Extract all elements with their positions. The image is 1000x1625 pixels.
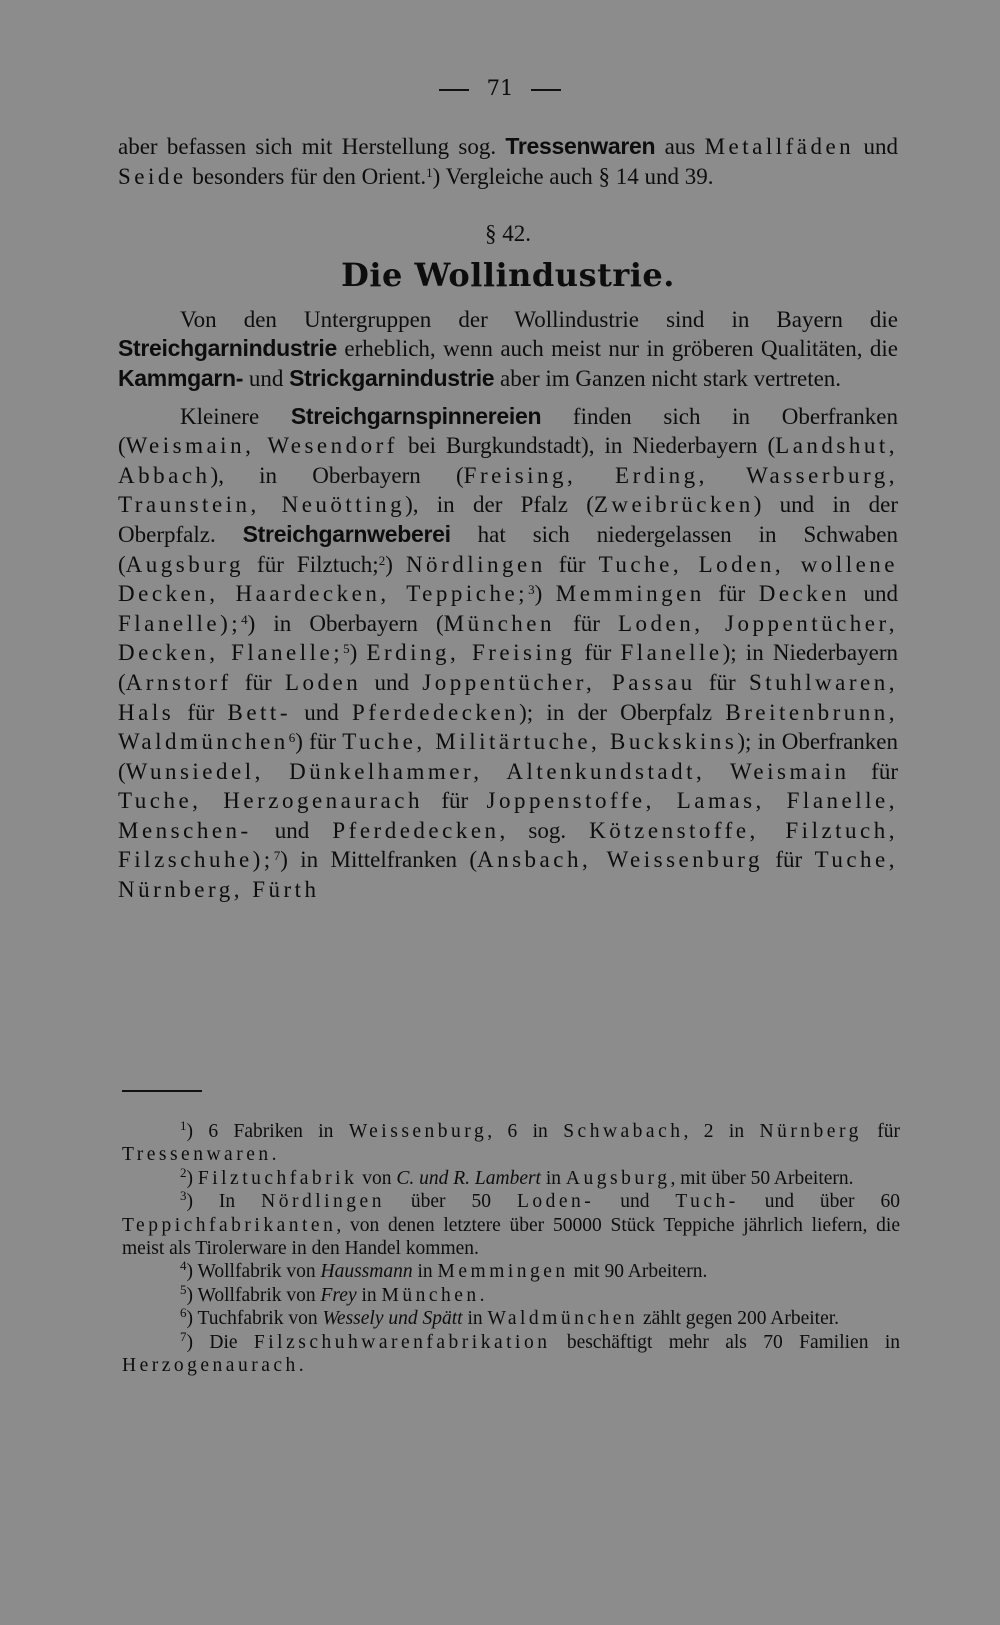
footnote-ref-2: 2 (378, 552, 386, 568)
section-number: § 42. (485, 221, 531, 247)
header-dash-right (531, 89, 561, 91)
paragraph-streichgarn: Kleinere Streichgarnspinnereien finden sich in Oberfranken (Weismain, Wesendorf bei Burgkundstadt), in Niederbayern (Landshut, Abbach), in Oberbayern (Freising, Erding, Wasserburg, Traunstein, Neuötting), in der Pfalz (Zweibrücken) und in der Oberpfalz. Streichgarnweberei hat sich niedergelassen in Schwaben (Augsburg für Filztuch;$^2$) Nördlingen für Tuche, Loden, wollene Decken, Haardecken, Teppiche;$^3$) Memmingen für Decken und Flanelle);$^4$) in Oberbayern (München für Loden, Joppentücher, Decken, Flanelle;$^5$) Erding, Freising für Flanelle); in Niederbayern (Arnstorf für Loden und Joppentücher, Passau für Stuhlwaren, Hals für Bett- und Pferdedecken); in der Oberpfalz Breitenbrunn, Waldmünchen$^6$) für Tuche, Militärtuche, Buckskins); in Oberfranken (Wunsiedel, Dünkelhammer, Altenkundstadt, Weismain für Tuche, Herzogenaurach für Joppenstoffe, Lamas, Flanelle, Menschen- und Pferdedecken, sog. Kötzenstoffe, Filztuch, Filzschuhe);$^7$) in Mittelfranken (Ansbach, Weissenburg für Tuche, Nürnberg, Fürth (118, 402, 899, 903)
footnote-5: $^5$) Wollfabrik von Frey in München. (180, 1281, 489, 1306)
footnotes (122, 1120, 900, 1377)
footnote-ref-7: 7 (273, 848, 281, 864)
footnote-4: $^4$) Wollfabrik von Haussmann in Memmingen mit 90 Arbeitern. (180, 1258, 708, 1283)
page-header (0, 76, 1000, 100)
footnote-3: $^3$) In Nördlingen über 50 Loden- und Tuch- und über 60 Teppichfabrikanten, von denen letztere über 50000 Stück Teppiche jährlich liefern, die meist als Tirolerware in den Handel kommen. (122, 1188, 900, 1260)
footnote-7: $^7$) Die Filzschuhwarenfabrikation beschäftigt mehr als 70 Familien in Herzogenaurach. (122, 1328, 900, 1377)
page-number: 71 (486, 76, 514, 100)
footnote-1: $^1$) 6 Fabriken in Weissenburg, 6 in Schwabach, 2 in Nürnberg für Tressenwaren. (122, 1118, 900, 1166)
section-title: Die Wollindustrie. (341, 255, 675, 294)
footnote-ref-5: 5 (343, 641, 350, 657)
term-streichgarnweberei: Streichgarnweberei (242, 520, 451, 547)
term-strickgarnindustrie: Strickgarnindustrie (289, 364, 495, 391)
paragraph-wollindustrie: Von den Untergruppen der Wollindustrie sind in Bayern die Streichgarnindustrie erheblich, wenn auch meist nur in gröberen Qualitäten, die Kammgarn- und Strickgarnindustrie aber im Ganzen nicht stark vertreten. (118, 306, 898, 391)
footnote-ref-6: 6 (288, 730, 296, 746)
term-kammgarn: Kammgarn- (118, 364, 244, 391)
footnote-rule (122, 1090, 202, 1092)
footnote-2: $^2$) Filztuchfabrik von C. und R. Lambert in Augsburg, mit über 50 Arbeitern. (180, 1164, 854, 1189)
main-text (118, 132, 898, 905)
paragraph-intro: aber befassen sich mit Herstellung sog. Tressenwaren aus Metallfäden und Seide besonders für den Orient.$^1$) Vergleiche auch § 14 und 39. (118, 133, 899, 189)
header-dash-left (439, 89, 469, 91)
footnote-ref-4: 4 (241, 611, 248, 627)
term-tressenwaren: Tressenwaren (505, 133, 656, 159)
footnote-ref-1: 1 (426, 164, 433, 180)
footnote-ref-3: 3 (528, 582, 535, 598)
term-streichgarnspinnereien: Streichgarnspinnereien (290, 402, 542, 429)
footnote-6: $^6$) Tuchfabrik von Wessely und Spätt in Waldmünchen zählt gegen 200 Arbeiter. (180, 1305, 840, 1330)
term-streichgarnindustrie: Streichgarnindustrie (118, 335, 337, 362)
